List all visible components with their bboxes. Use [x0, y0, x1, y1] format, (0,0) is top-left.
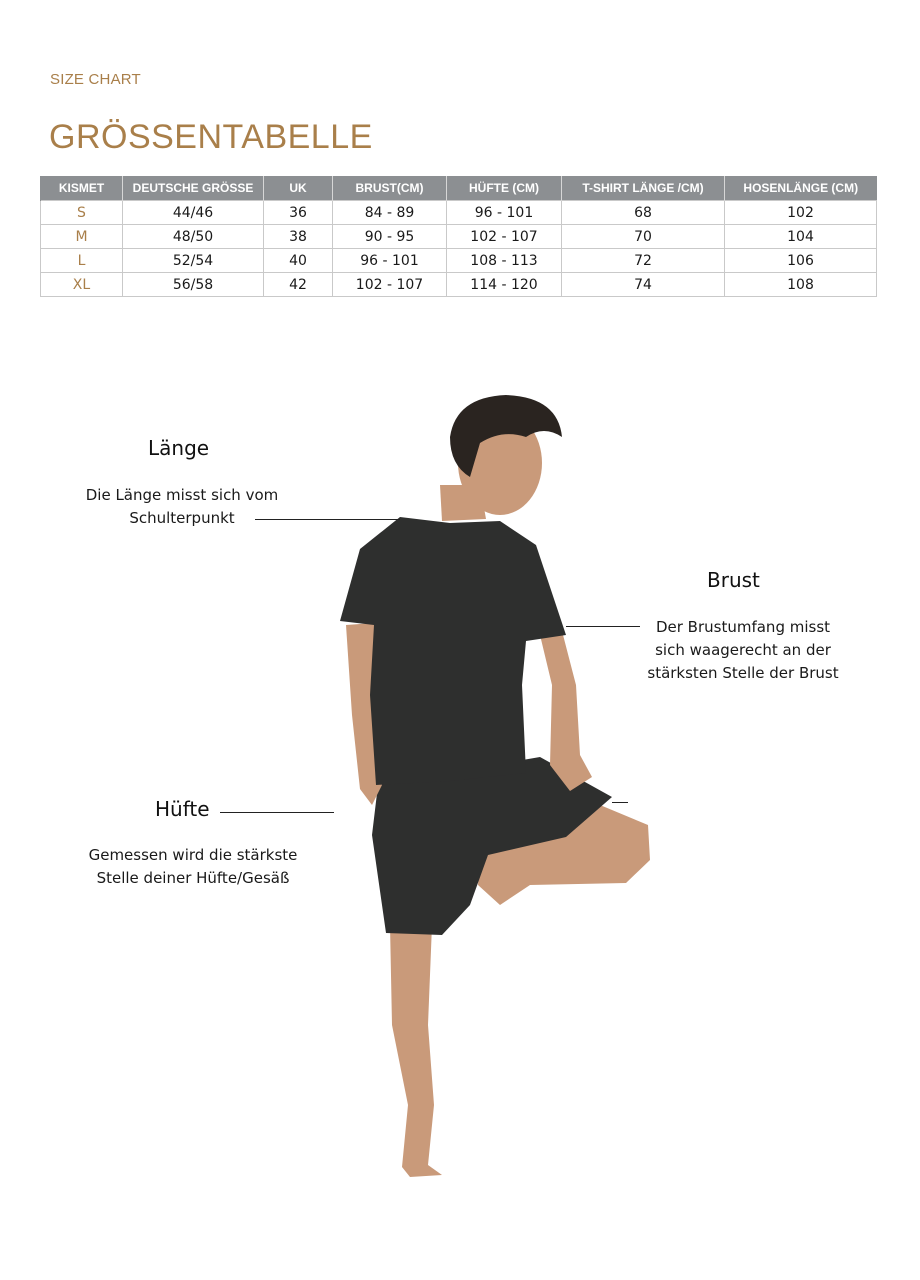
table-cell: 56/58 [123, 273, 264, 297]
brust-pointer-line [566, 626, 640, 627]
table-cell: 96 - 101 [333, 249, 447, 273]
table-cell: 102 - 107 [333, 273, 447, 297]
kicker-label: SIZE CHART [50, 71, 141, 88]
column-header: KISMET [41, 176, 123, 201]
laenge-description [82, 484, 282, 530]
laenge-pointer-line [255, 519, 400, 520]
table-row [41, 249, 877, 273]
table-row [41, 201, 877, 225]
table-cell: M [41, 225, 123, 249]
huefte-pointer-line [220, 812, 334, 813]
table-cell: 40 [264, 249, 333, 273]
table-cell: 90 - 95 [333, 225, 447, 249]
table-cell: 44/46 [123, 201, 264, 225]
table-cell: 70 [562, 225, 725, 249]
model-figure [330, 385, 660, 1185]
table-cell: L [41, 249, 123, 273]
column-header: T-SHIRT LÄNGE /CM) [562, 176, 725, 201]
laenge-line-1: Die Länge misst sich vom [85, 486, 279, 504]
huefte-heading: Hüfte [155, 797, 210, 821]
laenge-heading: Länge [148, 436, 210, 460]
table-cell: 106 [725, 249, 877, 273]
table-cell: 68 [562, 201, 725, 225]
model-tshirt [340, 517, 566, 785]
table-cell: 48/50 [123, 225, 264, 249]
table-cell: 104 [725, 225, 877, 249]
model-standing-leg [390, 925, 442, 1177]
brust-description [642, 616, 844, 685]
brust-line-3: stärksten Stelle der Brust [647, 664, 839, 682]
table-cell: 42 [264, 273, 333, 297]
table-cell: 72 [562, 249, 725, 273]
table-cell: 102 - 107 [447, 225, 562, 249]
huefte-line-1: Gemessen wird die stärkste [88, 846, 298, 864]
table-cell: 84 - 89 [333, 201, 447, 225]
table-header-row [41, 176, 877, 201]
column-header: DEUTSCHE GRÖSSE [123, 176, 264, 201]
page-title: GRÖSSENTABELLE [49, 118, 373, 156]
table-cell: 74 [562, 273, 725, 297]
huefte-description [82, 844, 304, 890]
table-cell: 38 [264, 225, 333, 249]
table-cell: 96 - 101 [447, 201, 562, 225]
brust-line-2: sich waagerecht an der [655, 641, 831, 659]
table-cell: 52/54 [123, 249, 264, 273]
table-row [41, 273, 877, 297]
table-cell: S [41, 201, 123, 225]
brust-heading: Brust [707, 568, 760, 592]
table-cell: 102 [725, 201, 877, 225]
brust-line-1: Der Brustumfang misst [655, 618, 831, 636]
size-table [40, 176, 877, 297]
laenge-line-2: Schulterpunkt [129, 509, 235, 527]
table-cell: 108 - 113 [447, 249, 562, 273]
table-row [41, 225, 877, 249]
column-header: BRUST(CM) [333, 176, 447, 201]
table-cell: 114 - 120 [447, 273, 562, 297]
table-cell: 108 [725, 273, 877, 297]
column-header: HÜFTE (CM) [447, 176, 562, 201]
table-cell: XL [41, 273, 123, 297]
table-cell: 36 [264, 201, 333, 225]
huefte-pointer-line-right [612, 802, 628, 803]
column-header: UK [264, 176, 333, 201]
column-header: HOSENLÄNGE (CM) [725, 176, 877, 201]
huefte-line-2: Stelle deiner Hüfte/Gesäß [96, 869, 290, 887]
